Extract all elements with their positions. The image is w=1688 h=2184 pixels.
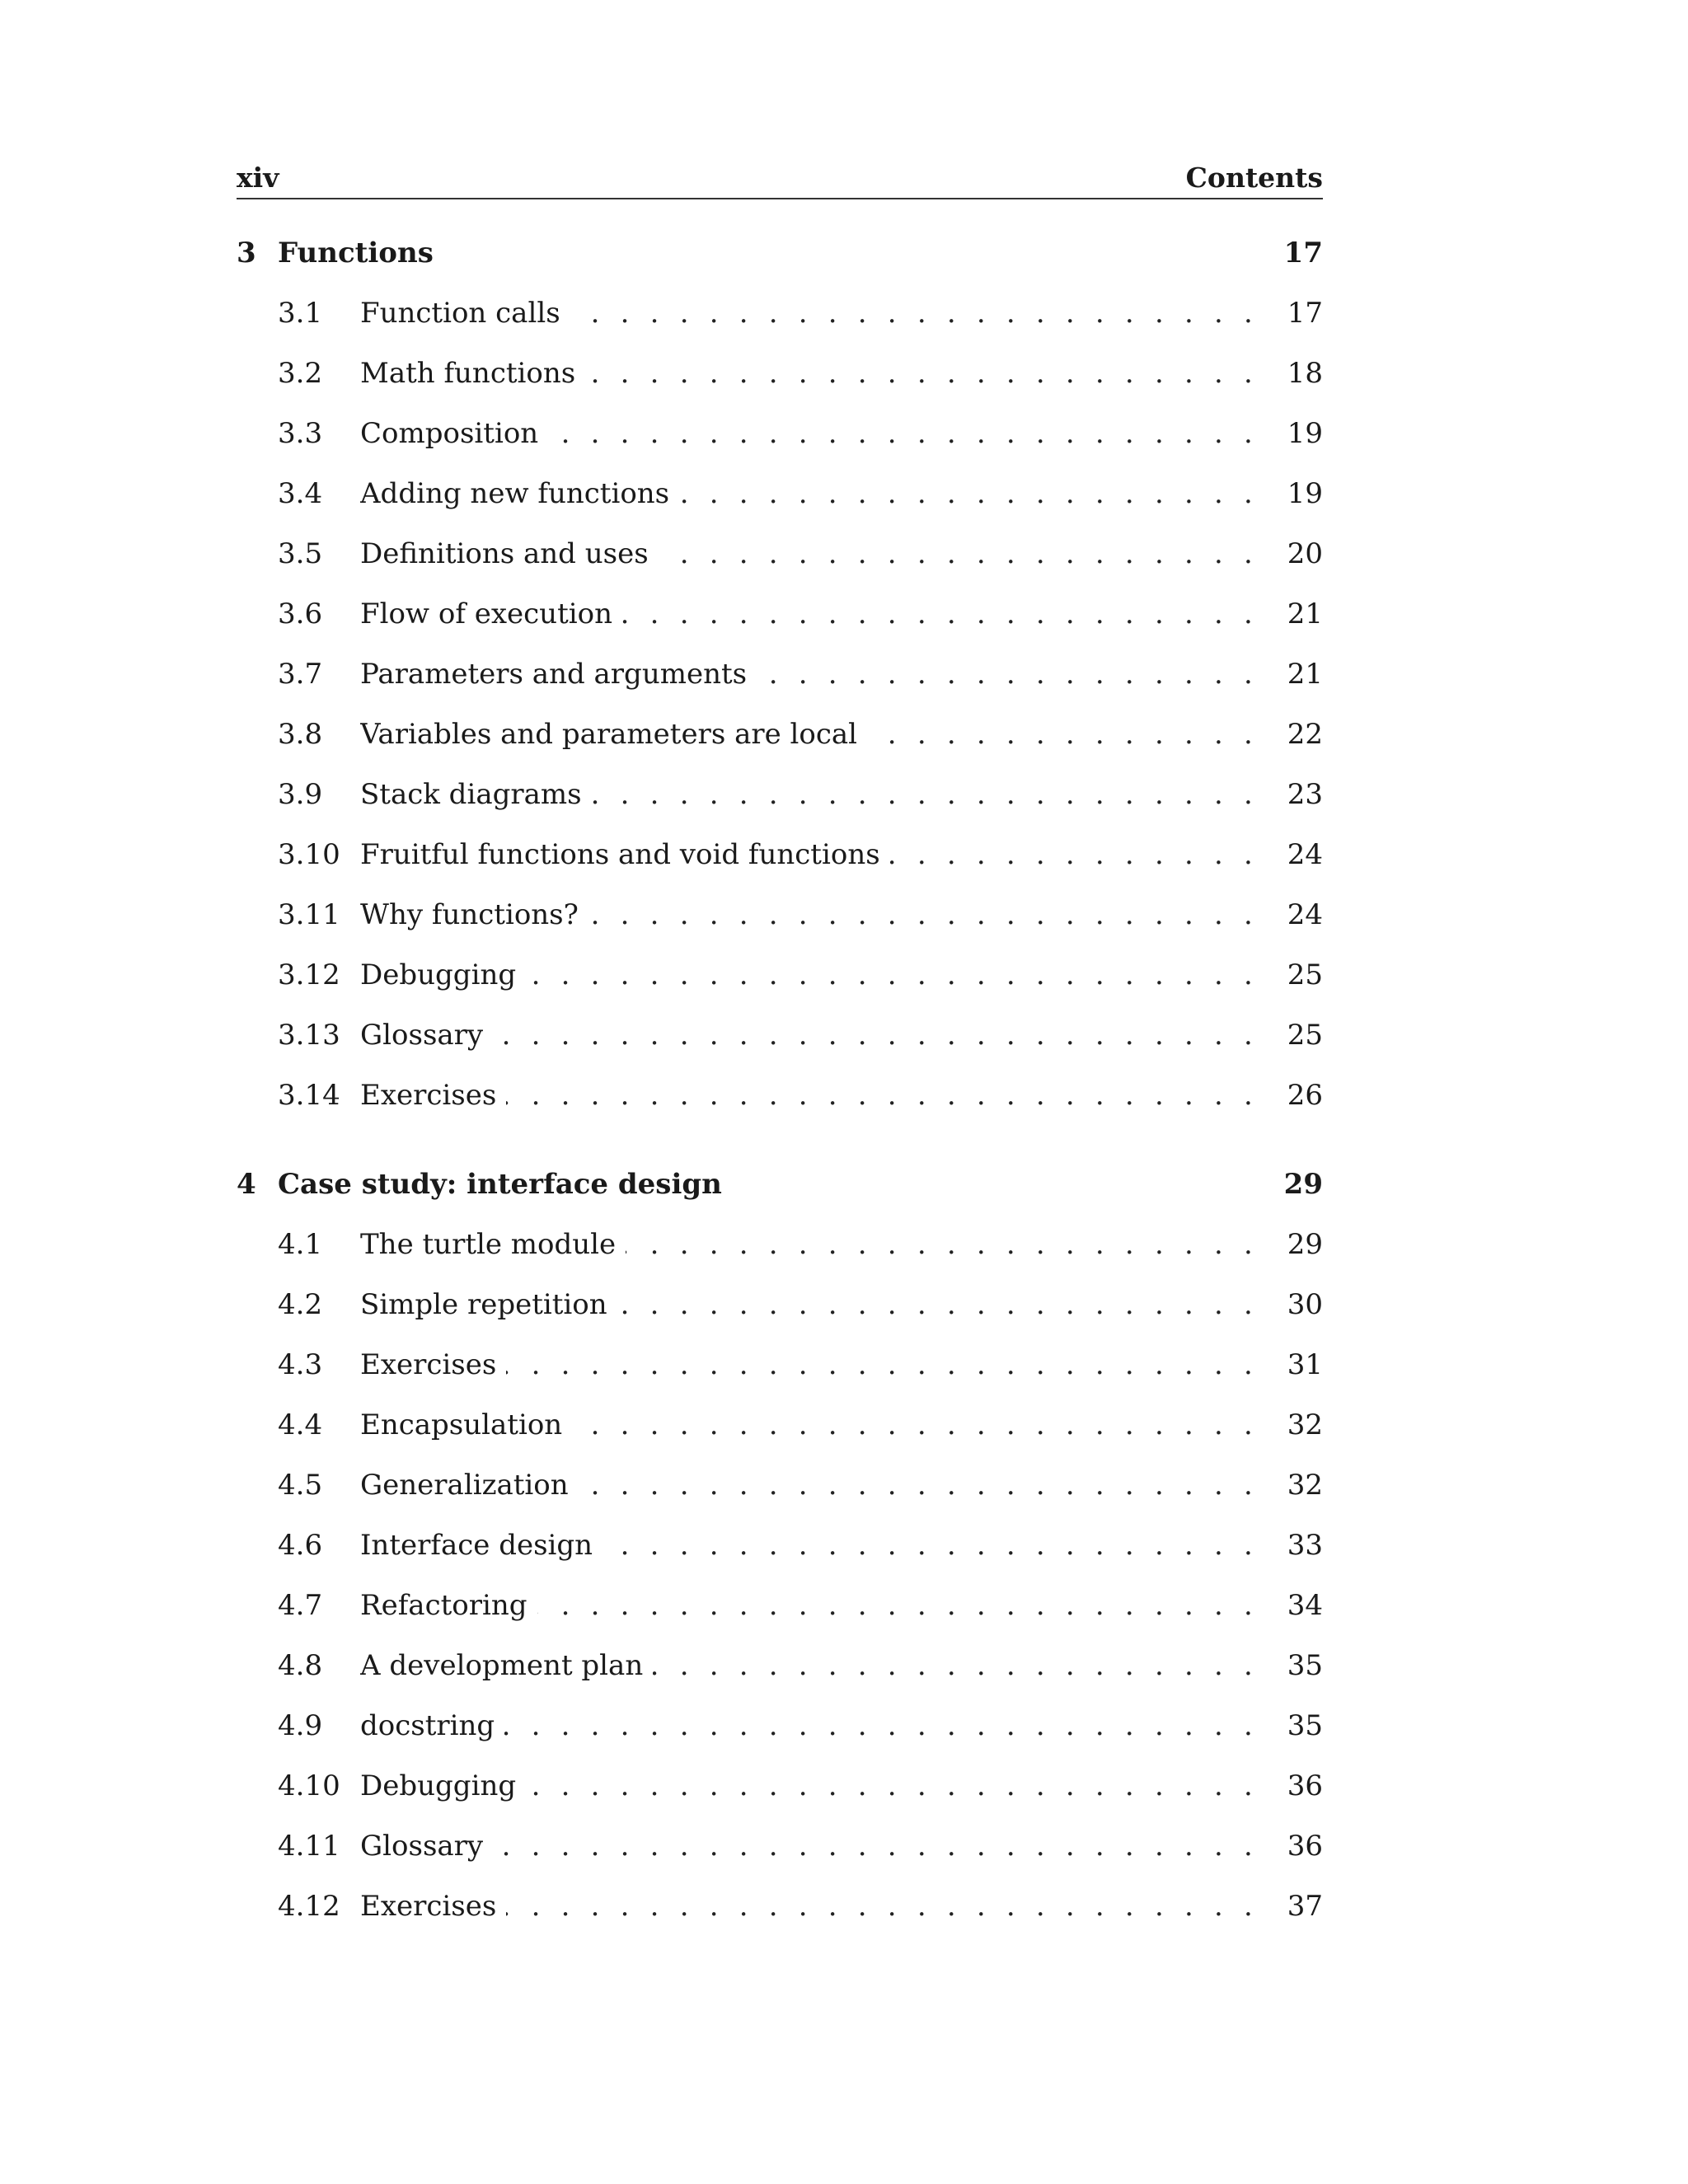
section-page: 22 (1287, 718, 1323, 751)
section-number: 3.8 (278, 718, 323, 751)
section-number: 4.7 (278, 1589, 323, 1622)
section-title-with-leader (360, 1705, 1259, 1746)
section-number: 4.9 (278, 1709, 323, 1742)
section-title: Exercises (360, 1890, 506, 1923)
section-title-with-leader (360, 1404, 1259, 1446)
section-title-with-leader (360, 1585, 1259, 1626)
section-page: 31 (1287, 1348, 1323, 1381)
toc-chapter-4[interactable] (237, 1164, 1323, 1205)
section-page: 37 (1287, 1890, 1323, 1923)
section-page: 23 (1287, 778, 1323, 811)
section-title-with-leader (360, 714, 1259, 755)
section-page: 32 (1287, 1408, 1323, 1441)
section-page: 24 (1287, 838, 1323, 871)
toc-entry-4-2[interactable] (237, 1284, 1323, 1325)
chapter-page: 29 (1283, 1168, 1323, 1201)
toc-entry-3-9[interactable] (237, 774, 1323, 815)
toc-entry-4-8[interactable] (237, 1645, 1323, 1686)
chapter-number: 4 (237, 1168, 256, 1201)
section-number: 3.10 (278, 838, 340, 871)
section-number: 3.1 (278, 297, 323, 330)
running-header (237, 162, 1323, 199)
section-title: Exercises (360, 1348, 506, 1381)
toc-entry-4-10[interactable] (237, 1765, 1323, 1807)
section-page: 24 (1287, 898, 1323, 931)
section-page: 35 (1287, 1649, 1323, 1682)
section-title-with-leader (360, 533, 1259, 574)
section-title: Adding new functions (360, 477, 679, 510)
section-title: Encapsulation (360, 1408, 572, 1441)
chapter-title: Case study: interface design (278, 1168, 722, 1201)
section-page: 19 (1287, 417, 1323, 450)
section-title: Definitions and uses (360, 537, 659, 570)
section-number: 3.3 (278, 417, 323, 450)
section-number: 3.14 (278, 1079, 340, 1112)
section-page: 26 (1287, 1079, 1323, 1112)
toc-entry-4-4[interactable] (237, 1404, 1323, 1446)
section-title: Stack diagrams (360, 778, 592, 811)
toc-entry-3-7[interactable] (237, 654, 1323, 695)
section-title-with-leader (360, 1825, 1259, 1867)
toc-entry-4-11[interactable] (237, 1825, 1323, 1867)
toc-entry-3-8[interactable] (237, 714, 1323, 755)
section-title-with-leader (360, 774, 1259, 815)
section-title: The turtle module (360, 1228, 626, 1261)
chapter-number: 3 (237, 237, 256, 269)
section-page: 21 (1287, 658, 1323, 691)
section-page: 30 (1287, 1288, 1323, 1321)
section-title: Exercises (360, 1079, 506, 1112)
section-title-with-leader (360, 293, 1259, 334)
section-title: docstring (360, 1709, 504, 1742)
section-title-with-leader (360, 1284, 1259, 1325)
section-number: 4.2 (278, 1288, 323, 1321)
section-title: Function calls (360, 297, 570, 330)
section-title: Variables and parameters are local (360, 718, 867, 751)
section-title: Fruitful functions and void functions (360, 838, 890, 871)
toc-entry-3-11[interactable] (237, 894, 1323, 935)
section-page: 33 (1287, 1529, 1323, 1562)
section-page: 35 (1287, 1709, 1323, 1742)
section-title: Generalization (360, 1469, 579, 1502)
section-page: 18 (1287, 357, 1323, 390)
section-title-with-leader (360, 593, 1259, 635)
section-title-with-leader (360, 834, 1259, 875)
section-page: 36 (1287, 1769, 1323, 1802)
toc-entry-3-4[interactable] (237, 473, 1323, 514)
toc-entry-4-9[interactable] (237, 1705, 1323, 1746)
toc-entry-3-5[interactable] (237, 533, 1323, 574)
section-page: 25 (1287, 958, 1323, 991)
section-page: 17 (1287, 297, 1323, 330)
section-title: A development plan (360, 1649, 653, 1682)
toc-entry-4-1[interactable] (237, 1224, 1323, 1265)
section-title-with-leader (360, 1075, 1259, 1116)
section-number: 4.5 (278, 1469, 323, 1502)
toc-entry-3-13[interactable] (237, 1015, 1323, 1056)
section-number: 3.7 (278, 658, 323, 691)
section-page: 19 (1287, 477, 1323, 510)
section-title: Composition (360, 417, 548, 450)
section-number: 3.6 (278, 598, 323, 630)
section-title: Glossary (360, 1019, 493, 1052)
chapter-title: Functions (278, 237, 434, 269)
section-title-with-leader (360, 1525, 1259, 1566)
header-section-title: Contents (1185, 162, 1323, 194)
section-number: 4.8 (278, 1649, 323, 1682)
section-page: 32 (1287, 1469, 1323, 1502)
section-title-with-leader (360, 1015, 1259, 1056)
section-title-with-leader (360, 1645, 1259, 1686)
section-number: 4.11 (278, 1830, 340, 1863)
section-number: 3.4 (278, 477, 323, 510)
section-title-with-leader (360, 413, 1259, 454)
toc-entry-4-5[interactable] (237, 1465, 1323, 1506)
section-number: 3.2 (278, 357, 323, 390)
section-page: 36 (1287, 1830, 1323, 1863)
toc-entry-4-12[interactable] (237, 1886, 1323, 1927)
section-number: 4.3 (278, 1348, 323, 1381)
section-title: Refactoring (360, 1589, 537, 1622)
toc-entry-3-6[interactable] (237, 593, 1323, 635)
section-number: 3.13 (278, 1019, 340, 1052)
section-title: Interface design (360, 1529, 603, 1562)
section-title: Glossary (360, 1830, 493, 1863)
section-title-with-leader (360, 894, 1259, 935)
section-title-with-leader (360, 473, 1259, 514)
section-number: 3.5 (278, 537, 323, 570)
toc-entry-4-6[interactable] (237, 1525, 1323, 1566)
section-number: 3.12 (278, 958, 340, 991)
section-page: 34 (1287, 1589, 1323, 1622)
section-title-with-leader (360, 1886, 1259, 1927)
toc-entry-3-14[interactable] (237, 1075, 1323, 1116)
section-title: Debugging (360, 1769, 526, 1802)
toc-entry-3-3[interactable] (237, 413, 1323, 454)
section-title: Math functions (360, 357, 585, 390)
toc-entry-3-10[interactable] (237, 834, 1323, 875)
toc-entry-3-2[interactable] (237, 353, 1323, 394)
section-title: Simple repetition (360, 1288, 617, 1321)
section-number: 4.6 (278, 1529, 323, 1562)
section-page: 29 (1287, 1228, 1323, 1261)
section-number: 3.9 (278, 778, 323, 811)
toc-chapter-3[interactable] (237, 232, 1323, 274)
section-title-with-leader (360, 654, 1259, 695)
toc-entry-3-1[interactable] (237, 293, 1323, 334)
section-title: Parameters and arguments (360, 658, 757, 691)
toc-entry-4-7[interactable] (237, 1585, 1323, 1626)
header-page-number: xiv (237, 162, 279, 194)
section-title: Flow of execution (360, 598, 622, 630)
section-title-with-leader (360, 353, 1259, 394)
section-page: 21 (1287, 598, 1323, 630)
section-number: 4.12 (278, 1890, 340, 1923)
section-number: 3.11 (278, 898, 340, 931)
section-title-with-leader (360, 1765, 1259, 1807)
chapter-page: 17 (1283, 237, 1323, 269)
section-title-with-leader (360, 1344, 1259, 1385)
section-title-with-leader (360, 954, 1259, 996)
toc-entry-3-12[interactable] (237, 954, 1323, 996)
section-page: 20 (1287, 537, 1323, 570)
section-title: Debugging (360, 958, 526, 991)
section-page: 25 (1287, 1019, 1323, 1052)
section-title-with-leader (360, 1224, 1259, 1265)
section-title: Why functions? (360, 898, 588, 931)
toc-entry-4-3[interactable] (237, 1344, 1323, 1385)
section-number: 4.1 (278, 1228, 323, 1261)
section-number: 4.4 (278, 1408, 323, 1441)
section-number: 4.10 (278, 1769, 340, 1802)
section-title-with-leader (360, 1465, 1259, 1506)
